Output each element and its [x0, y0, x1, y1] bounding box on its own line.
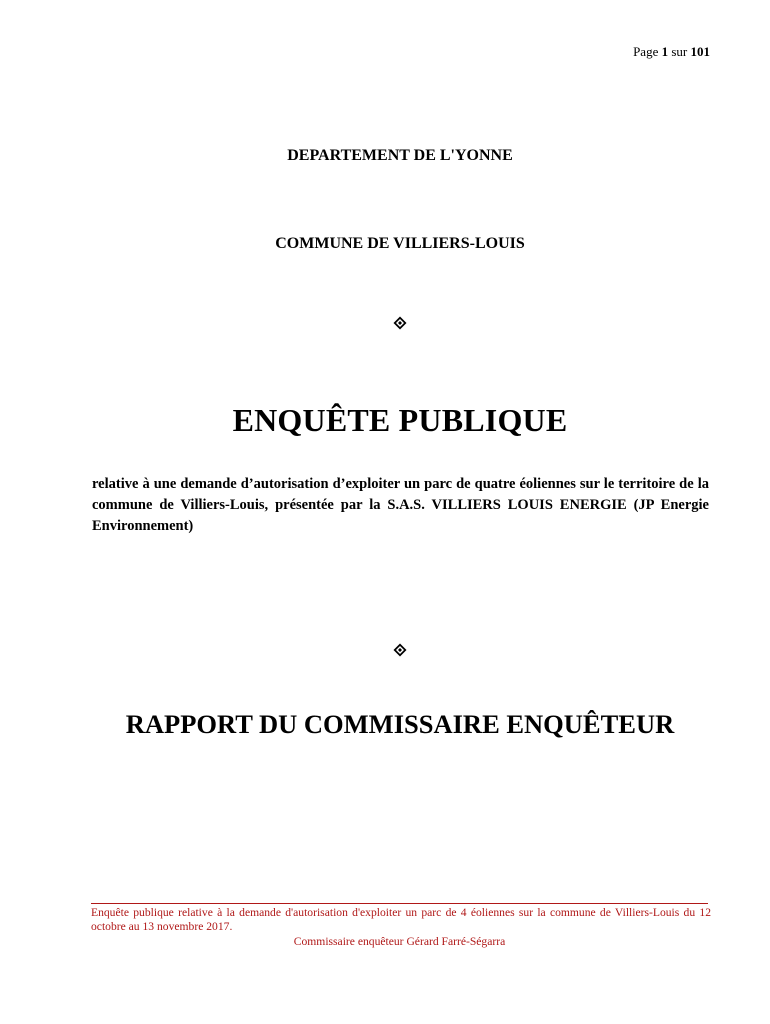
- page-total: 101: [690, 44, 710, 59]
- footer-signature: Commissaire enquêteur Gérard Farré-Ségarra: [293, 935, 506, 948]
- page-current: 1: [661, 44, 669, 59]
- diamond-ornament-icon: [393, 316, 407, 330]
- department-heading: DEPARTEMENT DE L'YONNE: [287, 147, 513, 164]
- page-sep: sur: [671, 44, 688, 59]
- commune-heading: COMMUNE DE VILLIERS-LOUIS: [275, 235, 525, 252]
- diamond-ornament-icon: [393, 643, 407, 657]
- footer-divider: [91, 903, 708, 904]
- footer-description: Enquête publique relative à la demande d'autorisation d'exploiter un parc de 4 éoliennes sur la commune de Villiers-Louis du 12 octobre au 13 novembre 2017.: [91, 906, 711, 933]
- report-title: RAPPORT DU COMMISSAIRE ENQUÊTEUR: [125, 709, 675, 739]
- page-number: [633, 44, 710, 60]
- document-title: ENQUÊTE PUBLIQUE: [232, 402, 568, 438]
- subject-paragraph: relative à une demande d’autorisation d’exploiter un parc de quatre éoliennes sur le territoire de la commune de Villiers-Louis, présentée par la S.A.S. VILLIERS LOUIS ENERGIE (JP Energie Environnement): [92, 476, 709, 534]
- page-word: Page: [633, 44, 659, 59]
